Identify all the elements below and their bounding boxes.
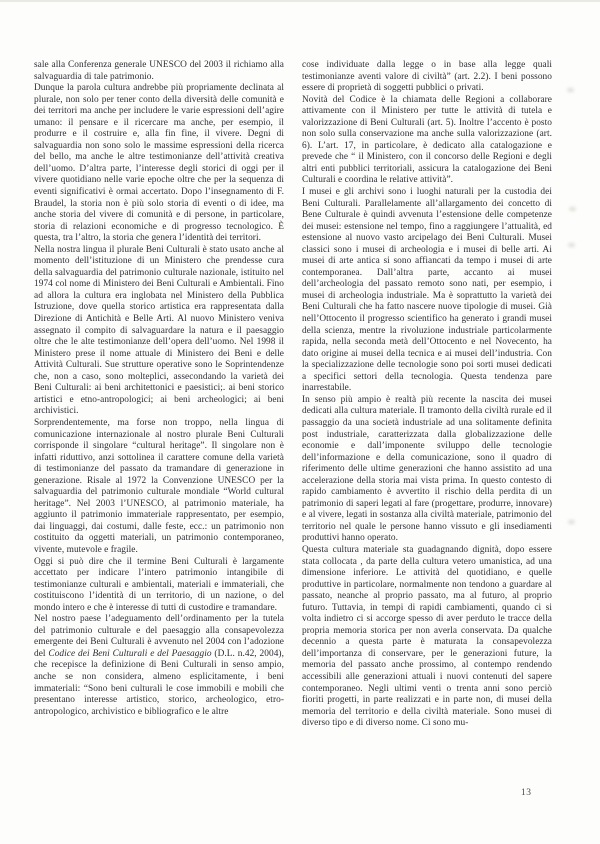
paragraph	[34, 614, 284, 718]
scan-artifact	[569, 207, 576, 211]
paragraph	[34, 557, 284, 615]
paragraph	[302, 187, 552, 395]
text-run: Novità del Codice è la chiamata delle Regioni a collaborare attivamente con il Ministero per tutte le attività di tutela e valorizzazione di Beni Culturali (art. 5). Inoltre l’accento è posto non solo sulla conservazione ma anche sulla valorizzazione (art. 6). L’art. 17, in particolare, è dedicato alla catalogazione e prevede che “ il Ministero, con il concorso delle Regioni e degli altri enti pubblici territoriali, assicura la catalogazione dei Beni Culturali e coordina le relative attività”.	[302, 94, 552, 186]
page-number: 13	[521, 788, 532, 798]
paragraph	[34, 60, 284, 83]
text-run: Sorprendentemente, ma forse non troppo, nella lingua di comunicazione internazionale al nostro plurale Beni Culturali corrisponde il singolare “cultural heritage”. Il singolare non è infatti riduttivo, anzi sottolinea il carattere comune della varietà di testimonianze del passato da tramandare di generazione in generazione. Risale al 1972 la Convenzione UNESCO per la salvaguardia del patrimonio culturale mondiale “World cultural heritage”. Nel 2003 l’UNESCO, al patrimonio materiale, ha aggiunto il patrimonio immateriale rappresentato, per esempio, dai linguaggi, dai costumi, dalle feste, ecc.: un patrimonio non costituito da oggetti materiali, un patrimonio contemporaneo, vivente, mutevole e fragile.	[34, 417, 284, 555]
text-run: Nel nostro paese l’adeguamento dell’ordinamento per la tutela del patrimonio culturale e del paesaggio alla consapevolezza emergente dei Beni Culturali è avvenuto nel 2004 con l’adozione del	[34, 614, 284, 659]
italic-text-run: Codice dei Beni Culturali e del Paesaggio	[48, 648, 212, 659]
scan-artifact	[568, 520, 575, 524]
text-run: I musei e gli archivi sono i luoghi naturali per la custodia dei Beni Culturali. Parallelamente all’allargamento dei concetto di Bene Culturale è quindi avvenuta l’estensione delle competenze dei musei: estensione nel tempo, fino a raggiungere l’attualità, ed estensione al nuovo vasto arcipelago dei Beni Culturali. Musei classici sono i musei di archeologia e i musei di belle arti. Ai musei di arte antica si sono affiancati da tempo i musei di arte contemporanea. Dall’altra parte, accanto ai musei dell’archeologia del passato remoto sono nati, per esempio, i musei di archeologia industriale. Ma è soprattutto la varietà dei Beni Culturali che ha fatto nascere nuove tipologie di musei. Già nell’Ottocento il progresso scientifico ha generato i grandi musei della scienza, mentre la rivoluzione industriale particolarmente rapida, nella seconda metà dell’Ottocento e nel Novecento, ha dato origine ai musei della tecnica e ai musei dell’industria. Con la specializzazione delle tecnologie sono poi sorti musei dedicati a specifici settori della tecnologia. Questa tendenza pare inarrestabile.	[302, 187, 552, 394]
scan-edge	[0, 0, 600, 2]
text-run: cose individuate dalla legge o in base alla legge quali testimonianze aventi valore di civiltà” (art. 2.2). I beni possono essere di proprietà di soggetti pubblici o privati.	[302, 60, 552, 94]
text-run: (D.L. n.42, 2004), che recepisce la definizione di Beni Culturali in senso ampio, anche se non considera, almeno esplicitamente, i beni immateriali: “Sono beni culturali le cose immobili e mobili che presentano interesse artistico, storico, archeologico, etro-antropologico, archivistico e bibliografico e le altre	[34, 648, 284, 717]
paragraph	[302, 95, 552, 187]
text-column-right	[302, 60, 552, 730]
paragraph	[34, 245, 284, 418]
scan-artifact	[568, 243, 575, 247]
text-run: Nella nostra lingua il plurale Beni Culturali è stato usato anche al momento dell’istituzione di un Ministero che prendesse cura della salvaguardia del patrimonio culturale nazionale, istituito nel 1974 col nome di Ministero dei Beni Culturali e Ambientali. Fino ad allora la cultura era inglobata nel Ministero della Pubblica Istruzione, dove quella storico artistica era rappresentata dalla Direzione di Antichità e Belle Arti. Al nuovo Ministero veniva assegnato il compito di salvaguardare la natura e il paesaggio oltre che le alte testimonianze dell’opera dell’uomo. Nel 1998 il Ministero prese il nome attuale di Ministero dei Beni e delle Attività Culturali. Sue strutture operative sono le Soprintendenze che, non a caso, sono molteplici, assecondando la varietà dei Beni Culturali: ai beni architettonici e paesistici;. ai beni storico artistici e etno-antropologici; ai beni archeologici; ai beni archivistici.	[34, 244, 284, 417]
scan-artifact	[567, 88, 574, 92]
text-columns	[34, 60, 552, 730]
text-run: Questa cultura materiale sta guadagnando dignità, dopo essere stata collocata , da parte della cultura vetero umanistica, ad una dimensione inferiore. Le attività del quotidiano, e quelle produttive in particolare, normalmente non tendono a guardare al passato, neanche al proprio passato, ma al futuro, al proprio futuro. Tuttavia, in tempi di rapidi cambiamenti, quando ci si volta indietro ci si accorge spesso di aver perduto le tracce della propria memoria storica per non averla conservata. Da qualche decennio a questa parte è maturata la consapevolezza dell’importanza di conservare, per le generazioni future, la memoria del passato anche prossimo, al contempo rendendo accessibili alle generazioni attuali i nuovi contenuti del sapere contemporaneo. Negli ultimi venti o trenta anni sono perciò fioriti progetti, in parte realizzati e in parte non, di musei della memoria del territorio e della civiltà materiale. Sono musei di diverso tipo e di diverso nome. Ci sono mu-	[302, 544, 552, 729]
paragraph	[34, 418, 284, 557]
text-column-left	[34, 60, 284, 730]
text-run: Oggi si può dire che il termine Beni Culturali è largamente accettato per indicare l’intero patrimonio intangibile di testimonianze culturali e ambientali, materiali e immateriali, che costituiscono l’identità di un territorio, di un nazione, o del mondo intero e che è interesse di tutti di custodire e tramandare.	[34, 556, 284, 613]
paragraph	[302, 395, 552, 545]
text-run: Dunque la parola cultura andrebbe più propriamente declinata al plurale, non solo per tener conto della diversità delle comunità e dei territori ma anche per includere le varie espressioni dell’agire umano: il pensare e il ricercare ma anche, per esempio, il produrre e il costruire e, alla fin fine, il vivere. Degni di salvaguardia non sono solo le massime espressioni della ricerca del bello, ma anche le altre testimonianze dell’attività creativa dell’uomo. D’altra parte, l’interesse degli storici di oggi per il vivere quotidiano nelle varie epoche oltre che per la sequenza di eventi significativi è ormai accertato. Dopo l’insegnamento di F. Braudel, la storia non è più solo storia di eventi o di idee, ma anche storia del vivere di comunità e di persone, in particolare, storia di relazioni economiche e di progresso tecnologico. È questa, tra l’altro, la storia che genera l’identità dei territori.	[34, 83, 284, 244]
paragraph	[302, 545, 552, 730]
text-run: In senso più ampio è realtà più recente la nascita dei musei dedicati alla cultura materiale. Il tramonto della civiltà rurale ed il passaggio da una società industriale ad una solitamente definita post industriale, caratterizzata dalla globalizzazione delle economie e dall’imponente sviluppo delle tecnologie dell’informazione e della comunicazione, sono il quadro di riferimento delle ultime generazioni che hanno assistito ad una accelerazione della storia mai vista prima. In questo contesto di rapido cambiamento è avvertito il rischio della perdita di un patrimonio di saperi legati al fare (progettare, produrre, innovare) e al vivere, legati in sostanza alla civiltà materiale, patrimonio del territorio nel quale le persone hanno vissuto e gli insediamenti produttivi hanno operato.	[302, 394, 552, 544]
paragraph	[302, 60, 552, 95]
paragraph	[34, 83, 284, 245]
text-run: sale alla Conferenza generale UNESCO del 2003 il richiamo alla salvaguardia di tale patrimonio.	[34, 60, 284, 82]
